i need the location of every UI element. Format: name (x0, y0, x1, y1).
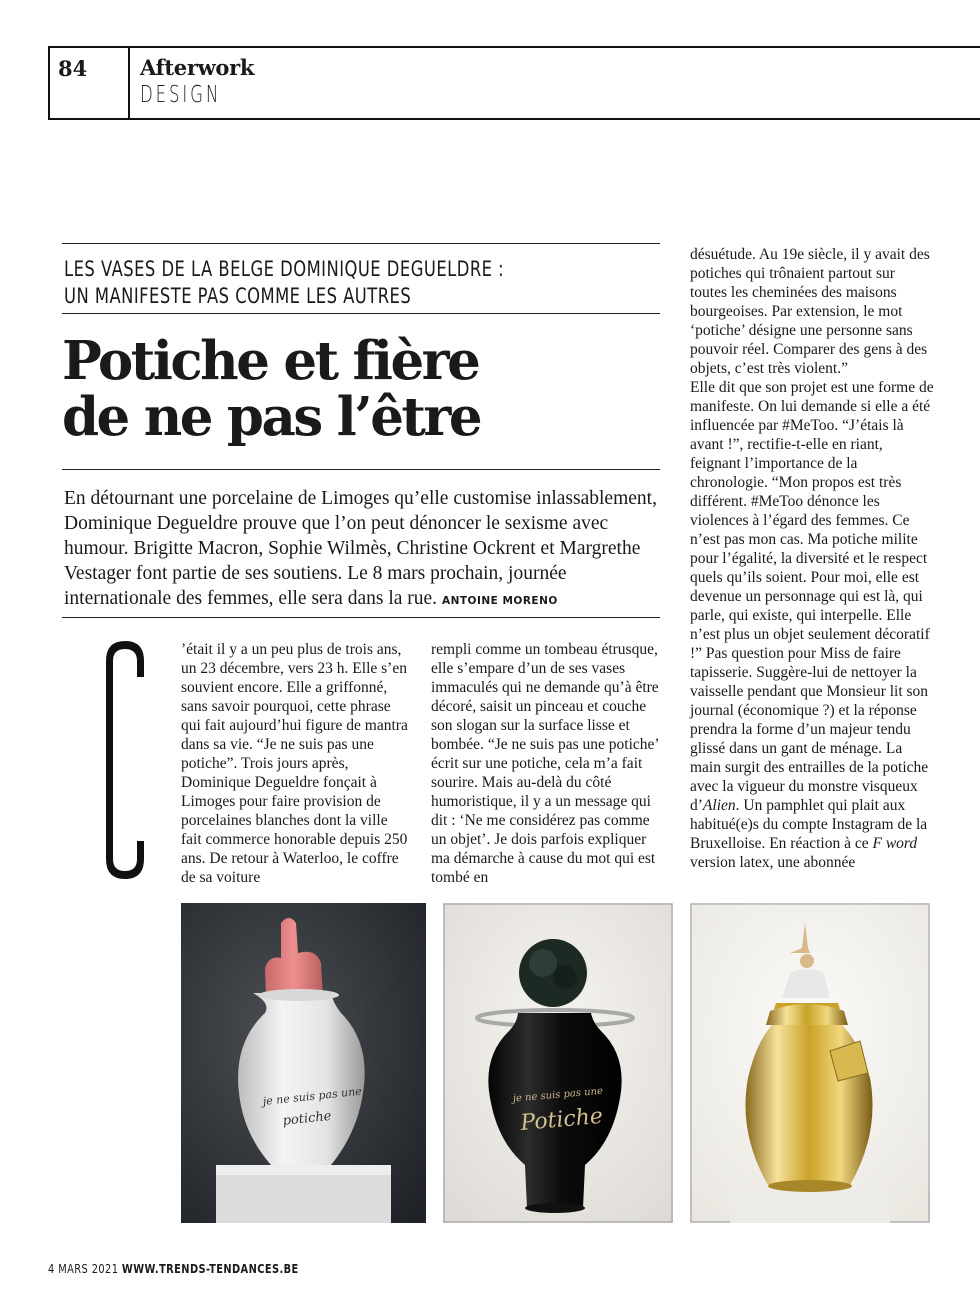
column-2-text: rempli comme un tombeau étrusque, elle s’empare d’un de ses vases immaculés qui ne demande qu’à être décoré, saisit un pinceau et couche son slogan sur la surface lisse et bombée. “Je ne suis pas une potiche’ écrit sur une potiche, cela m’a fait sourire. Mais au-delà du côté humoristique, il y a un message qui dit : ‘Ne me considérez pas comme un objet’. Je dois parfois expliquer ma démarche à cause du mot qui est tombé en (431, 641, 659, 886)
f-word: F word (872, 835, 918, 852)
column-3-paragraph-1: désuétude. Au 19e siècle, il y avait des potiches qui trônaient partout sur toutes les cheminées des maisons bourgeoises. Par extension, le mot ‘potiche’ désigne une personne sans pouvoir réel. Comparer des gens à des objets, c’est très violent.” (690, 246, 930, 377)
column-1 (181, 640, 409, 887)
column-2 (431, 640, 659, 887)
white-vase-image (181, 903, 426, 1223)
section-subtitle: DESIGN (140, 82, 222, 108)
issue-date: 4 MARS 2021 (48, 1262, 119, 1276)
photo-gold-vase (690, 903, 930, 1223)
black-vase-image (443, 903, 673, 1223)
header-divider (128, 48, 130, 118)
kicker-line-1: LES VASES DE LA BELGE DOMINIQUE DEGUELDRE : (64, 257, 505, 281)
byline: ANTOINE MORENO (441, 595, 558, 607)
headline-rule (62, 469, 660, 470)
kicker-rule (62, 313, 660, 314)
photo-black-vase (443, 903, 673, 1223)
lead-rule (62, 617, 660, 618)
page-number: 84 (58, 56, 88, 81)
white-vase-slogan-b: potiche (281, 1108, 333, 1129)
headline-line-1: Potiche et fière (62, 330, 479, 392)
column-3-text-b: . Un pamphlet qui plait aux habitué(e)s du compte Instagram de la Bruxelloise. En réaction à ce (690, 797, 928, 852)
section-name: Afterwork (140, 55, 255, 80)
kicker (64, 256, 532, 310)
alien-title: Alien (702, 797, 736, 814)
lead-text: En détournant une porcelaine de Limoges qu’elle customise inlassablement, Dominique Degueldre prouve que l’on peut dénoncer le sexisme avec humour. Brigitte Macron, Sophie Wilmès, Christine Ockrent et Margrethe Vestager font partie de ses soutiens. Le 8 mars prochain, journée internationale des femmes, elle sera dans la rue. (64, 488, 657, 609)
headline-line-2: de ne pas l’être (62, 386, 481, 448)
page-footer (48, 1262, 299, 1276)
black-vase-slogan-a: je ne suis pas une (512, 1085, 604, 1105)
column-3-text-a: Elle dit que son projet est une forme de manifeste. On lui demande si elle a été influencée par #MeToo. “J’étais là avant !”, rectifie-t-elle en riant, feignant l’importance de la chronologie. “Mon propos est très différent. #MeToo dénonce les violences à l’égard des femmes. Ce n’est pas mon cas. Ma potiche milite pour l’égalité, la diversité et le respect quels qu’ils soient. Pour moi, elle est devenue un personnage qui est là, qui parle, qui existe, qui interpelle. Elle n’est plus un objet seulement décoratif !” Pas question pour Miss de faire tapisserie. Suggère-lui de nettoyer la vaisselle pendant que Monsieur lit son journal (économique ?) et la réponse prendra la forme d’un majeur tendu glissé dans un gant de ménage. La main surgit des entrailles de la potiche avec la vigueur du monstre visqueux d’ (690, 379, 934, 814)
white-vase-slogan-a: je ne suis pas une (262, 1084, 363, 1108)
drop-cap (100, 635, 150, 885)
column-3 (690, 245, 934, 872)
column-1-text: ’était il y a un peu plus de trois ans, un 23 décembre, vers 23 h. Elle s’en souvient encore. Elle a griffonné, sans savoir pourquoi, cette phrase qui fait aujourd’hui figure de mantra dans sa vie. “Je ne suis pas une potiche”. Trois jours après, Dominique Degueldre fonçait à Limoges pour faire provision de porcelaines blanches dont la ville fait commerce honorable depuis 250 ans. De retour à Waterloo, le coffre de sa voiture (181, 641, 408, 886)
photo-white-vase (181, 903, 426, 1223)
lead-paragraph (64, 486, 660, 614)
kicker-line-2: UN MANIFESTE PAS COMME LES AUTRES (64, 284, 412, 308)
column-3-text-c: version latex, une abonnée (690, 854, 856, 871)
headline (62, 330, 662, 448)
website-url: WWW.TRENDS-TENDANCES.BE (121, 1262, 299, 1276)
gold-vase-image (690, 903, 930, 1223)
black-vase-slogan-b: Potiche (519, 1103, 604, 1136)
top-rule (62, 243, 660, 244)
column-3-paragraph-2 (690, 378, 934, 872)
